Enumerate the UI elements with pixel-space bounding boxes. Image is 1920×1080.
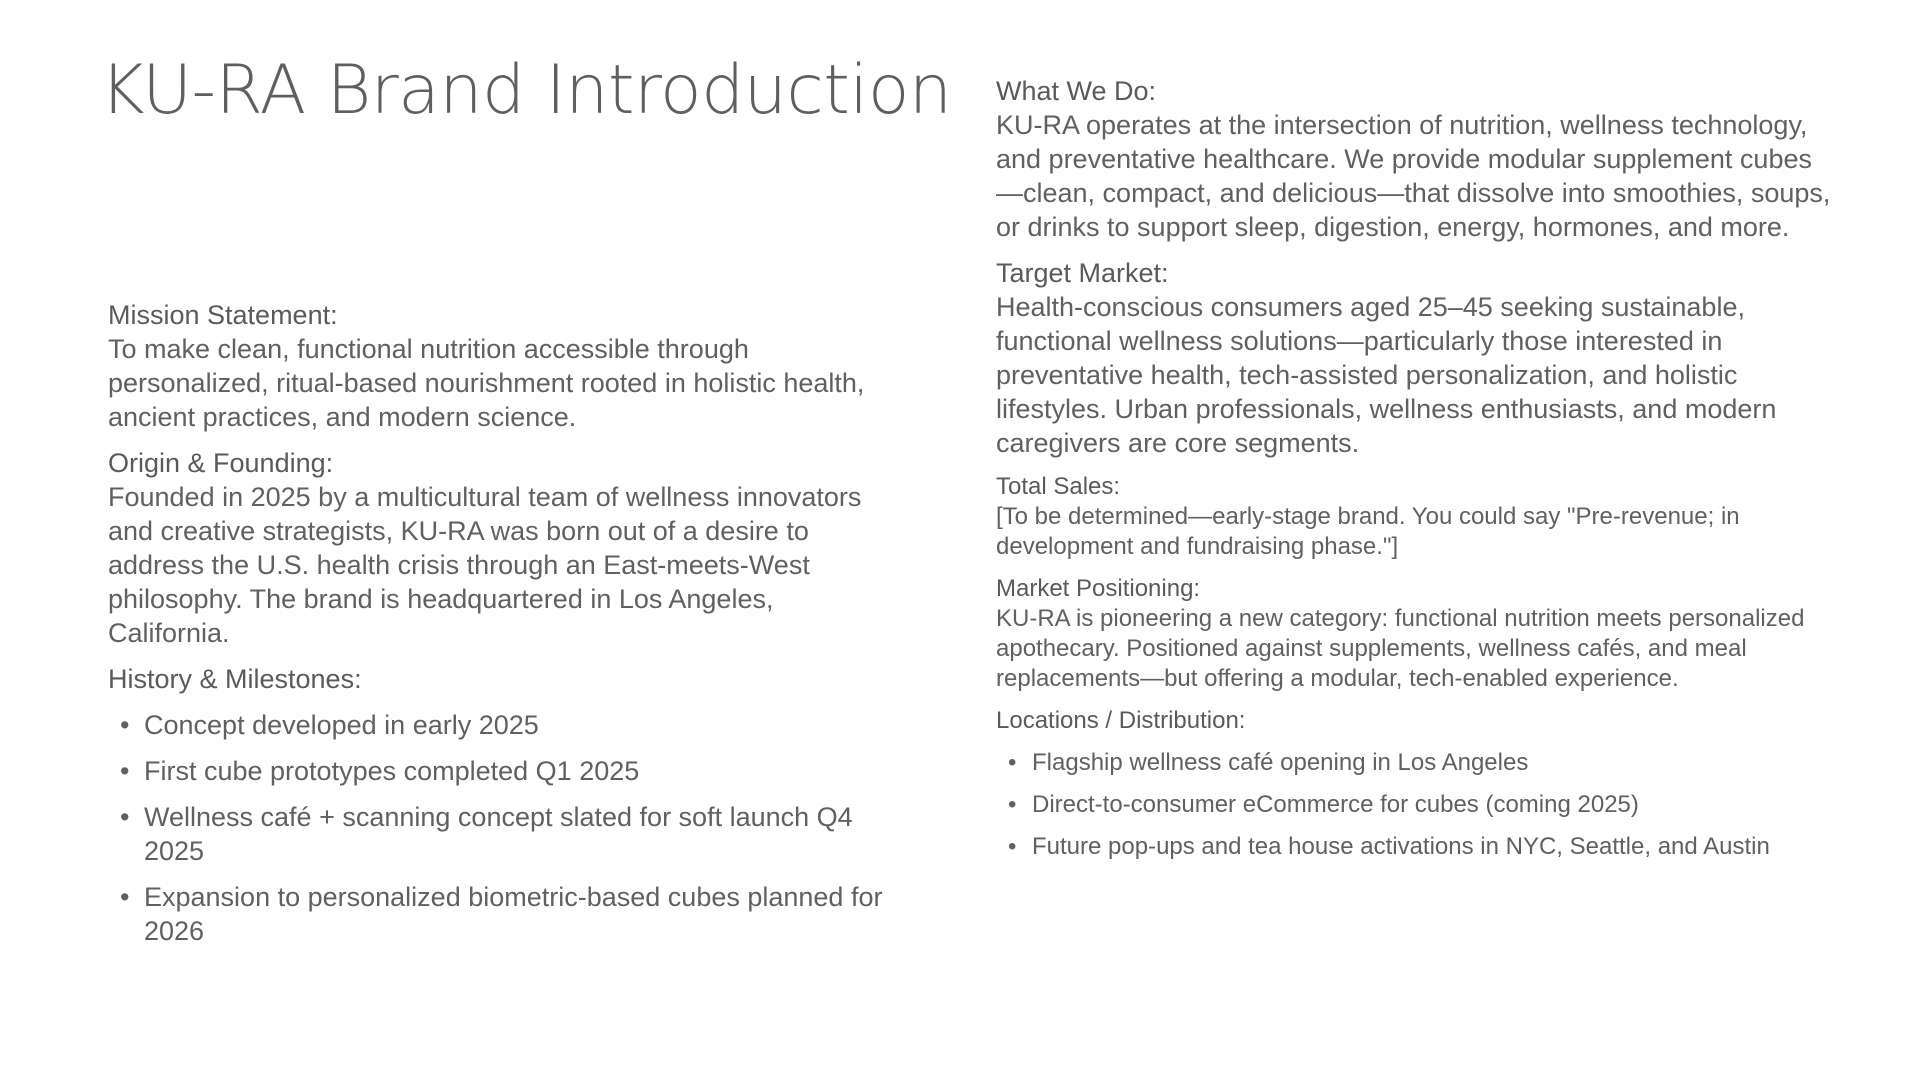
list-item-text: Expansion to personalized biometric-based cubes planned for 2026: [144, 882, 883, 946]
list-item: [108, 880, 888, 948]
origin-body: Founded in 2025 by a multicultural team of wellness innovators and creative strategists, KU-RA was born out of a desire to address the U.S. health crisis through an East-meets-West philosophy. The brand is headquartered in Los Angeles, California.: [108, 482, 862, 648]
list-item: [108, 708, 888, 742]
mission-heading: Mission Statement:: [108, 300, 338, 330]
locations-list: [996, 748, 1836, 862]
list-item-text: Direct-to-consumer eCommerce for cubes (coming 2025): [1032, 791, 1639, 818]
what-we-do-heading: What We Do:: [996, 76, 1157, 106]
list-item: [996, 748, 1836, 778]
bullet-icon: •: [1008, 833, 1017, 860]
list-item: [996, 832, 1836, 862]
left-column: [108, 298, 888, 948]
list-item: [996, 790, 1836, 820]
history-heading: History & Milestones:: [108, 664, 362, 694]
total-sales-heading: Total Sales:: [996, 473, 1121, 500]
mission-section: [108, 298, 888, 434]
history-list: [108, 708, 888, 948]
list-item: [108, 754, 888, 788]
list-item-text: Concept developed in early 2025: [144, 710, 539, 740]
bullet-icon: •: [1008, 749, 1017, 776]
total-sales-section: [996, 472, 1836, 562]
market-positioning-body: KU-RA is pioneering a new category: functional nutrition meets personalized apothecary. Positioned against supplements, wellness cafés, and meal replacements—but offering a modular, tech-enabled experience.: [996, 605, 1805, 692]
right-column: [996, 74, 1836, 862]
list-item-text: Future pop-ups and tea house activations in NYC, Seattle, and Austin: [1032, 833, 1770, 860]
origin-section: [108, 446, 888, 650]
target-market-section: [996, 256, 1836, 460]
list-item-text: First cube prototypes completed Q1 2025: [144, 756, 640, 786]
history-section: [108, 662, 888, 948]
slide-title: KU-RA Brand Introduction: [100, 51, 952, 130]
total-sales-body: [To be determined—early-stage brand. You could say "Pre-revenue; in development and fundraising phase."]: [996, 503, 1740, 560]
target-market-body: Health-conscious consumers aged 25–45 seeking sustainable, functional wellness solutions—particularly those interested in preventative health, tech-assisted personalization, and holistic lifestyles. Urban professionals, wellness enthusiasts, and modern caregivers are core segments.: [996, 292, 1777, 458]
what-we-do-body: KU-RA operates at the intersection of nutrition, wellness technology, and preventative healthcare. We provide modular supplement cubes—clean, compact, and delicious—that dissolve into smoothies, soups, or drinks to support sleep, digestion, energy, hormones, and more.: [996, 110, 1831, 242]
market-positioning-heading: Market Positioning:: [996, 575, 1201, 602]
bullet-icon: •: [120, 802, 130, 832]
bullet-icon: •: [120, 756, 130, 786]
bullet-icon: •: [120, 882, 130, 912]
target-market-heading: Target Market:: [996, 258, 1169, 288]
what-we-do-section: [996, 74, 1836, 244]
bullet-icon: •: [1008, 791, 1017, 818]
bullet-icon: •: [120, 710, 130, 740]
locations-section: [996, 706, 1836, 862]
mission-body: To make clean, functional nutrition accessible through personalized, ritual-based nourishment rooted in holistic health, ancient practices, and modern science.: [108, 334, 865, 432]
origin-heading: Origin & Founding:: [108, 448, 334, 478]
list-item-text: Wellness café + scanning concept slated for soft launch Q4 2025: [144, 802, 853, 866]
market-positioning-section: [996, 574, 1836, 694]
list-item-text: Flagship wellness café opening in Los Angeles: [1032, 749, 1529, 776]
list-item: [108, 800, 888, 868]
locations-heading: Locations / Distribution:: [996, 707, 1246, 734]
